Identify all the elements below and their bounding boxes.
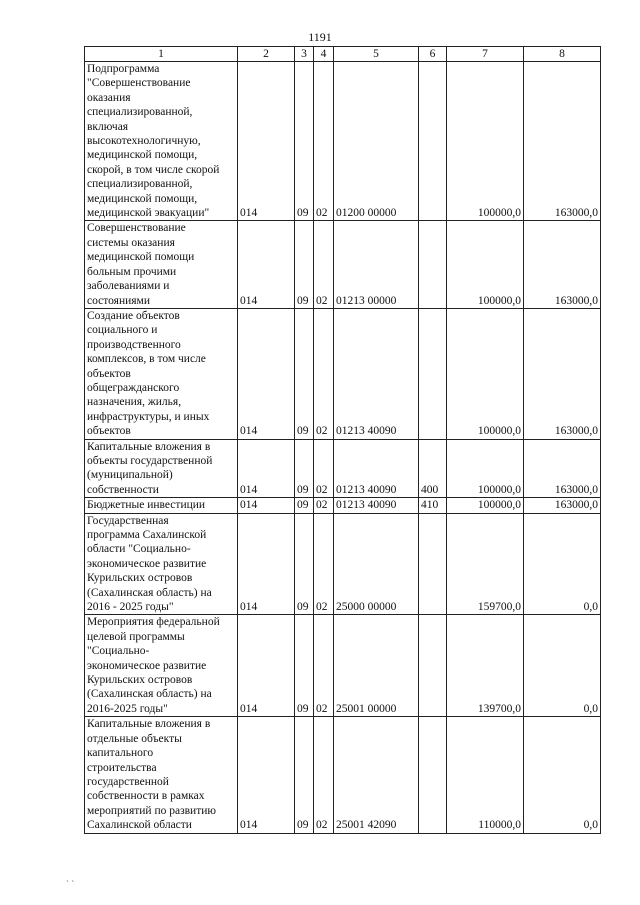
table-row — [85, 62, 601, 221]
table-row — [85, 308, 601, 439]
cell-sum2: 0,0 — [524, 717, 601, 833]
row-name-line: скорой, в том числе скорой — [87, 163, 220, 176]
cell-sum1: 100000,0 — [447, 308, 524, 439]
col-header: 4 — [314, 47, 334, 62]
row-name-line: специализированной, — [87, 178, 193, 191]
cell-pr: 02 — [314, 498, 334, 513]
cell-csr: 01213 00000 — [334, 221, 419, 308]
cell-pr: 02 — [314, 615, 334, 717]
cell-grbs: 014 — [238, 717, 295, 833]
row-name-line: собственности в рамках — [87, 790, 205, 803]
col-header: 6 — [419, 47, 447, 62]
row-name-line: объектов — [87, 367, 131, 380]
table-row — [85, 498, 601, 513]
row-name-line: инфраструктуры, и иных — [87, 410, 210, 423]
col-header: 8 — [524, 47, 601, 62]
row-name-line: строительства — [87, 761, 157, 774]
cell-vr: 400 — [419, 439, 447, 498]
row-name-line: отдельные объекты — [87, 732, 182, 745]
col-header: 5 — [334, 47, 419, 62]
cell-csr: 01213 40090 — [334, 308, 419, 439]
col-header: 1 — [85, 47, 238, 62]
row-name-line: Государственная — [87, 514, 169, 527]
cell-sum2: 163000,0 — [524, 62, 601, 221]
row-name-line: "Совершенствование — [87, 77, 191, 90]
row-name-line: производственного — [87, 338, 181, 351]
row-name-cell — [85, 615, 238, 717]
cell-sum1: 110000,0 — [447, 717, 524, 833]
cell-grbs: 014 — [238, 615, 295, 717]
table-row — [85, 439, 601, 498]
table-row — [85, 513, 601, 615]
cell-grbs: 014 — [238, 308, 295, 439]
row-name-line: больным прочими — [87, 265, 177, 278]
row-name-line: назначения, жилья, — [87, 396, 182, 409]
row-name-line: общегражданского — [87, 381, 180, 394]
cell-vr — [419, 513, 447, 615]
row-name-line: объекты государственной — [87, 454, 213, 467]
budget-table — [84, 46, 601, 834]
cell-rz: 09 — [295, 62, 314, 221]
cell-pr: 02 — [314, 221, 334, 308]
cell-pr: 02 — [314, 62, 334, 221]
cell-sum1: 100000,0 — [447, 62, 524, 221]
cell-rz: 09 — [295, 513, 314, 615]
cell-rz: 09 — [295, 221, 314, 308]
col-header: 7 — [447, 47, 524, 62]
row-name-line: экономическое развитие — [87, 659, 207, 672]
table-row — [85, 221, 601, 308]
row-name-line: состояниями — [87, 294, 150, 307]
cell-csr: 25001 00000 — [334, 615, 419, 717]
table-row — [85, 717, 601, 833]
row-name-line: Подпрограмма — [87, 63, 160, 75]
row-name-line: Совершенствование — [87, 222, 186, 235]
cell-pr: 02 — [314, 439, 334, 498]
row-name-line: (Сахалинская область) на — [87, 586, 212, 599]
cell-vr — [419, 717, 447, 833]
row-name-line: мероприятий по развитию — [87, 804, 216, 817]
row-name-cell — [85, 221, 238, 308]
row-name-cell — [85, 717, 238, 833]
cell-rz: 09 — [295, 498, 314, 513]
cell-sum2: 0,0 — [524, 615, 601, 717]
cell-pr: 02 — [314, 513, 334, 615]
row-name-line: заболеваниями и — [87, 280, 170, 293]
cell-csr: 25001 42090 — [334, 717, 419, 833]
row-name-line: капитального — [87, 747, 154, 760]
cell-rz: 09 — [295, 439, 314, 498]
row-name-line: (муниципальной) — [87, 469, 173, 482]
row-name-line: "Социально- — [87, 645, 150, 658]
cell-vr — [419, 308, 447, 439]
row-name-line: Капитальные вложения в — [87, 440, 211, 453]
cell-grbs: 014 — [238, 439, 295, 498]
cell-sum1: 100000,0 — [447, 498, 524, 513]
cell-sum2: 163000,0 — [524, 439, 601, 498]
row-name-line: социального и — [87, 324, 158, 337]
cell-rz: 09 — [295, 615, 314, 717]
cell-rz: 09 — [295, 308, 314, 439]
cell-sum1: 139700,0 — [447, 615, 524, 717]
cell-grbs: 014 — [238, 513, 295, 615]
row-name-line: Сахалинской области — [87, 819, 192, 832]
row-name-line: комплексов, в том числе — [87, 353, 206, 366]
row-name-line: медицинской помощи, — [87, 149, 198, 162]
cell-grbs: 014 — [238, 221, 295, 308]
page-number: 1191 — [308, 30, 332, 44]
row-name-line: Мероприятия федеральной — [87, 616, 220, 629]
row-name-line: целевой программы — [87, 630, 185, 643]
row-name-line: экономическое развитие — [87, 557, 207, 570]
row-name-line: Курильских островов — [87, 572, 193, 585]
cell-vr: 410 — [419, 498, 447, 513]
row-name-line: (Сахалинская область) на — [87, 688, 212, 701]
cell-rz: 09 — [295, 717, 314, 833]
cell-csr: 01213 40090 — [334, 498, 419, 513]
cell-sum2: 163000,0 — [524, 498, 601, 513]
cell-csr: 01200 00000 — [334, 62, 419, 221]
cell-sum1: 100000,0 — [447, 221, 524, 308]
row-name-line: высокотехнологичную, — [87, 135, 201, 148]
row-name-line: государственной — [87, 775, 169, 788]
row-name-line: 2016-2025 годы" — [87, 702, 168, 715]
row-name-line: собственности — [87, 483, 159, 496]
row-name-cell — [85, 498, 238, 513]
row-name-line: оказания — [87, 91, 131, 104]
col-header: 3 — [295, 47, 314, 62]
row-name-line: программа Сахалинской — [87, 529, 207, 541]
row-name-line: Бюджетные инвестиции — [87, 499, 206, 512]
row-name-line: включая — [87, 120, 129, 133]
row-name-line: медицинской помощи — [87, 251, 195, 264]
row-name-cell — [85, 308, 238, 439]
cell-csr: 25000 00000 — [334, 513, 419, 615]
row-name-line: Курильских островов — [87, 674, 193, 687]
cell-sum2: 163000,0 — [524, 308, 601, 439]
row-name-line: 2016 - 2025 годы" — [87, 601, 174, 614]
cell-sum2: 0,0 — [524, 513, 601, 615]
row-name-line: Капитальные вложения в — [87, 718, 211, 731]
col-header: 2 — [238, 47, 295, 62]
cell-grbs: 014 — [238, 62, 295, 221]
row-name-line: системы оказания — [87, 236, 175, 249]
cell-sum1: 100000,0 — [447, 439, 524, 498]
row-name-cell — [85, 439, 238, 498]
row-name-line: объектов — [87, 425, 131, 438]
row-name-cell — [85, 513, 238, 615]
cell-pr: 02 — [314, 717, 334, 833]
cell-vr — [419, 615, 447, 717]
row-name-cell — [85, 62, 238, 221]
cell-pr: 02 — [314, 308, 334, 439]
cell-grbs: 014 — [238, 498, 295, 513]
table-header-row — [85, 47, 601, 62]
cell-vr — [419, 62, 447, 221]
cell-sum2: 163000,0 — [524, 221, 601, 308]
cell-sum1: 159700,0 — [447, 513, 524, 615]
cell-csr: 01213 40090 — [334, 439, 419, 498]
row-name-line: специализированной, — [87, 106, 193, 119]
row-name-line: медицинской эвакуации" — [87, 207, 210, 220]
cell-vr — [419, 221, 447, 308]
row-name-line: Создание объектов — [87, 309, 180, 322]
row-name-line: медицинской помощи, — [87, 192, 198, 205]
row-name-line: области "Социально- — [87, 543, 191, 556]
scan-artifact: ˎ ˎ — [66, 872, 75, 882]
table-row — [85, 615, 601, 717]
